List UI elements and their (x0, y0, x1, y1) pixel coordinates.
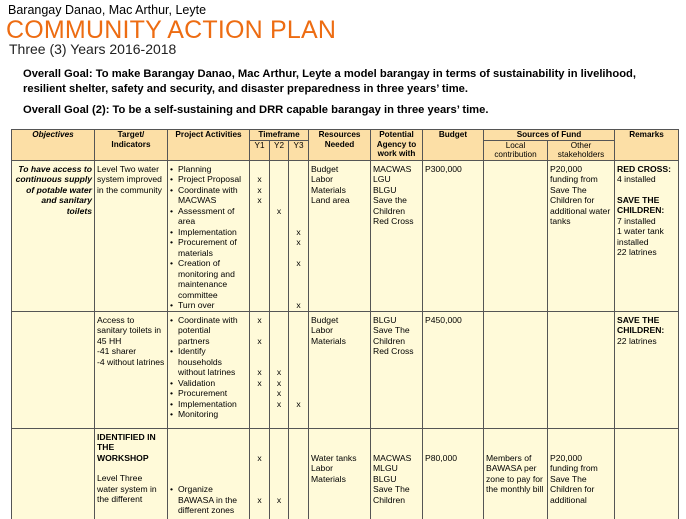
timeframe-mark (252, 248, 267, 259)
other-stakeholders-cell: P20,000 funding from Save The Children for additional (548, 428, 615, 519)
timeframe-mark: x (257, 174, 262, 184)
timeframe-mark: x (296, 237, 301, 247)
timeframe-mark (252, 227, 267, 238)
activity-line: • Procurement (170, 388, 247, 399)
timeframe-mark: x (257, 367, 262, 377)
timeframe-mark (272, 474, 286, 485)
timeframe-mark (272, 505, 286, 516)
activity-line: • Coordinate with (170, 315, 247, 326)
resources-cell: Budget Labor Materials (309, 311, 371, 428)
activity-line (170, 432, 247, 443)
timeframe-mark (291, 216, 306, 227)
budget-header: Budget (423, 130, 484, 161)
timeframe-mark (291, 388, 306, 399)
timeframe-mark (252, 164, 267, 175)
timeframe-mark (252, 325, 267, 336)
activity-line: • Assessment of (170, 206, 247, 217)
timeframe-mark (252, 474, 267, 485)
remarks-text: 22 latrines (617, 335, 657, 346)
activity-line: • Identify (170, 346, 247, 357)
timeframe-mark (272, 290, 286, 301)
target-heading: IDENTIFIED IN THE WORKSHOP (97, 431, 156, 463)
activity-line: • Project Proposal (170, 174, 247, 185)
remarks-cell (615, 311, 679, 428)
timeframe-mark (252, 432, 267, 443)
target-text: Level Three water system in the different (97, 473, 157, 504)
timeframe-mark (291, 174, 306, 185)
remarks-heading: SAVE THE CHILDREN: (617, 314, 665, 335)
y3-cell (289, 311, 309, 428)
target-cell (95, 428, 168, 519)
objective-cell (12, 311, 95, 428)
activity-line: without latrines (178, 367, 236, 377)
timeframe-mark: x (257, 314, 262, 325)
timeframe-mark (272, 315, 286, 326)
activity-line: committee (178, 289, 218, 300)
activity-line: • Creation of (170, 258, 247, 269)
activity-line: maintenance (178, 279, 228, 289)
timeframe-mark (252, 399, 267, 410)
timeframe-mark (272, 357, 286, 368)
remarks-heading: SAVE THE CHILDREN: (617, 194, 665, 215)
activity-line: materials (178, 247, 213, 258)
timeframe-mark (252, 463, 267, 474)
agency-cell: BLGU Save The Children Red Cross (371, 311, 423, 428)
timeframe-mark: x (257, 452, 262, 463)
y3-cell (289, 428, 309, 519)
timeframe-mark (252, 206, 267, 217)
timeframe-mark: x (296, 398, 301, 409)
activity-line: • Planning (170, 164, 247, 175)
timeframe-mark (272, 195, 286, 206)
y1-header: Y1 (250, 140, 270, 160)
table-row (12, 428, 679, 519)
local-contribution-cell (484, 311, 548, 428)
timeframe-mark (272, 409, 286, 420)
activities-cell (168, 311, 250, 428)
target-cell: Level Two water system improved in the community (95, 160, 168, 311)
timeframe-mark (272, 258, 286, 269)
timeframe-mark: x (276, 398, 282, 409)
other-stakeholders-cell: P20,000 funding from Save The Children for additional water tanks (548, 160, 615, 311)
timeframe-mark: x (257, 335, 262, 346)
objective-cell (12, 428, 95, 519)
y2-header: Y2 (270, 140, 289, 160)
action-plan-table (11, 129, 679, 519)
location-label: Barangay Danao, Mac Arthur, Leyte (8, 3, 207, 17)
activity-line: partners (178, 335, 210, 346)
timeframe-mark (272, 216, 286, 227)
activity-line: area (178, 216, 196, 226)
timeframe-mark (252, 237, 267, 248)
timeframe-mark (291, 484, 306, 495)
budget-cell: P300,000 (423, 160, 484, 311)
timeframe-mark (272, 185, 286, 196)
objective-cell: To have access to continuous supply of potable water and sanitary toilets (12, 160, 95, 311)
timeframe-mark (252, 269, 267, 280)
timeframe-mark (252, 290, 267, 301)
activity-line (170, 474, 247, 485)
table-row (12, 160, 679, 311)
timeframe-mark (272, 164, 286, 175)
y3-header: Y3 (289, 140, 309, 160)
timeframe-mark (272, 432, 286, 443)
timeframe-mark (252, 442, 267, 453)
activity-line: BAWASA in the (178, 494, 238, 505)
table-header-row-1 (12, 130, 679, 141)
timeframe-mark (291, 463, 306, 474)
timeframe-mark (291, 336, 306, 347)
activity-line: potential (178, 325, 211, 335)
activity-line: • Monitoring (170, 409, 247, 420)
timeframe-mark (291, 453, 306, 464)
target-header: Target/ Indicators (95, 130, 168, 161)
objectives-header: Objectives (12, 130, 95, 161)
timeframe-mark (252, 388, 267, 399)
timeframe-mark: x (276, 367, 282, 377)
y2-cell (270, 160, 289, 311)
y3-cell (289, 160, 309, 311)
activities-cell (168, 428, 250, 519)
activity-line (170, 463, 247, 474)
timeframe-mark: x (257, 377, 262, 388)
timeframe-mark (291, 279, 306, 290)
timeframe-mark (272, 279, 286, 290)
timeframe-mark: x (276, 205, 282, 216)
activity-line: • Organize (170, 484, 247, 495)
timeframe-mark (291, 206, 306, 217)
activity-line: • Implementation (170, 399, 247, 410)
local-contribution-cell (484, 160, 548, 311)
timeframe-mark: x (276, 494, 282, 505)
timeframe-mark: x (276, 377, 282, 388)
resources-header: Resources Needed (309, 130, 371, 161)
timeframe-mark (272, 346, 286, 357)
activity-line: different zones (178, 505, 235, 515)
overall-goal-1: Overall Goal: To make Barangay Danao, Mac Arthur, Leyte a model barangay in terms of sustainability in livelihood, resilient shelter, safety and security, and disaster preparedness in three years’ time. (23, 68, 636, 95)
remarks-heading: RED CROSS: (617, 163, 671, 174)
timeframe-mark (252, 505, 267, 516)
timeframe-mark: x (296, 226, 301, 237)
target-cell: Access to sanitary toilets in 45 HH -41 sharer -4 without latrines (95, 311, 168, 428)
resources-cell: Water tanks Labor Materials (309, 428, 371, 519)
activity-line: monitoring and (178, 268, 235, 279)
activity-line: • Implementation (170, 227, 247, 238)
timeframe-mark: x (296, 258, 301, 268)
agency-cell: MACWAS LGU BLGU Save the Children Red Cross (371, 160, 423, 311)
timeframe-mark (252, 258, 267, 269)
agency-header: Potential Agency to work with (371, 130, 423, 161)
table-row (12, 311, 679, 428)
activities-header: Project Activities (168, 130, 250, 161)
timeframe-mark (272, 269, 286, 280)
other-header: Other stakeholders (548, 140, 615, 160)
budget-cell: P450,000 (423, 311, 484, 428)
resources-cell: Budget Labor Materials Land area (309, 160, 371, 311)
activity-line (170, 453, 247, 464)
timeframe-mark (291, 185, 306, 196)
timeframe-mark (272, 453, 286, 464)
timeframe-mark: x (257, 195, 262, 205)
timeframe-mark: x (257, 184, 262, 195)
timeframe-mark: x (296, 300, 301, 310)
agency-cell: MACWAS MLGU BLGU Save The Children (371, 428, 423, 519)
activity-line: • Coordinate with (170, 185, 247, 196)
timeframe-mark (252, 357, 267, 368)
timeframe-mark (291, 290, 306, 301)
other-stakeholders-cell (548, 311, 615, 428)
timeframe-mark (291, 269, 306, 280)
local-contribution-cell: Members of BAWASA per zone to pay for the monthly bill (484, 428, 548, 519)
activity-line: MACWAS (178, 195, 217, 205)
page-title: COMMUNITY ACTION PLAN (6, 16, 337, 44)
overall-goal-2: Overall Goal (2): To be a self-sustaining and DRR capable barangay in three years’ time. (23, 104, 489, 116)
timeframe-mark (291, 315, 306, 326)
timeframe-mark (272, 442, 286, 453)
y1-cell (250, 311, 270, 428)
timeframe-mark (291, 367, 306, 378)
activity-line: households (178, 356, 222, 367)
timeframe-mark (291, 357, 306, 368)
timeframe-mark (291, 325, 306, 336)
timeframe-mark (291, 474, 306, 485)
timeframe-mark (252, 484, 267, 495)
activity-line (170, 442, 247, 453)
timeframe-mark (272, 237, 286, 248)
timeframe-mark (291, 409, 306, 420)
timeframe-mark (291, 378, 306, 389)
y1-cell (250, 160, 270, 311)
timeframe-mark (291, 442, 306, 453)
timeframe-mark (252, 279, 267, 290)
activity-line: • Procurement of (170, 237, 247, 248)
timeframe-mark (291, 505, 306, 516)
timeframe-mark (291, 195, 306, 206)
timeframe-mark (272, 248, 286, 259)
timeframe-mark (252, 216, 267, 227)
timeframe-mark (291, 346, 306, 357)
timeframe-mark (291, 164, 306, 175)
timeframe-mark (272, 174, 286, 185)
y1-cell (250, 428, 270, 519)
y2-cell (270, 311, 289, 428)
timeframe-mark (291, 248, 306, 259)
timeframe-mark (272, 325, 286, 336)
remarks-cell (615, 428, 679, 519)
years-subtitle: Three (3) Years 2016-2018 (9, 41, 177, 57)
sources-header: Sources of Fund (484, 130, 615, 141)
timeframe-mark (272, 484, 286, 495)
timeframe-mark (272, 227, 286, 238)
remarks-text: 4 installed (617, 174, 656, 184)
timeframe-mark (272, 463, 286, 474)
timeframe-mark: x (276, 388, 282, 398)
activity-line: • Validation (170, 378, 247, 389)
local-header: Local contribution (484, 140, 548, 160)
timeframe-mark (291, 432, 306, 443)
timeframe-mark: x (257, 494, 262, 505)
timeframe-header: Timeframe (250, 130, 309, 141)
activities-cell (168, 160, 250, 311)
activity-line: • Turn over (170, 300, 247, 311)
timeframe-mark (252, 409, 267, 420)
timeframe-mark (272, 336, 286, 347)
remarks-text: 7 installed 1 water tank installed 22 latrines (617, 215, 664, 257)
budget-cell: P80,000 (423, 428, 484, 519)
remarks-header: Remarks (615, 130, 679, 161)
y2-cell (270, 428, 289, 519)
remarks-cell (615, 160, 679, 311)
timeframe-mark (252, 346, 267, 357)
timeframe-mark (272, 300, 286, 311)
timeframe-mark (252, 300, 267, 311)
